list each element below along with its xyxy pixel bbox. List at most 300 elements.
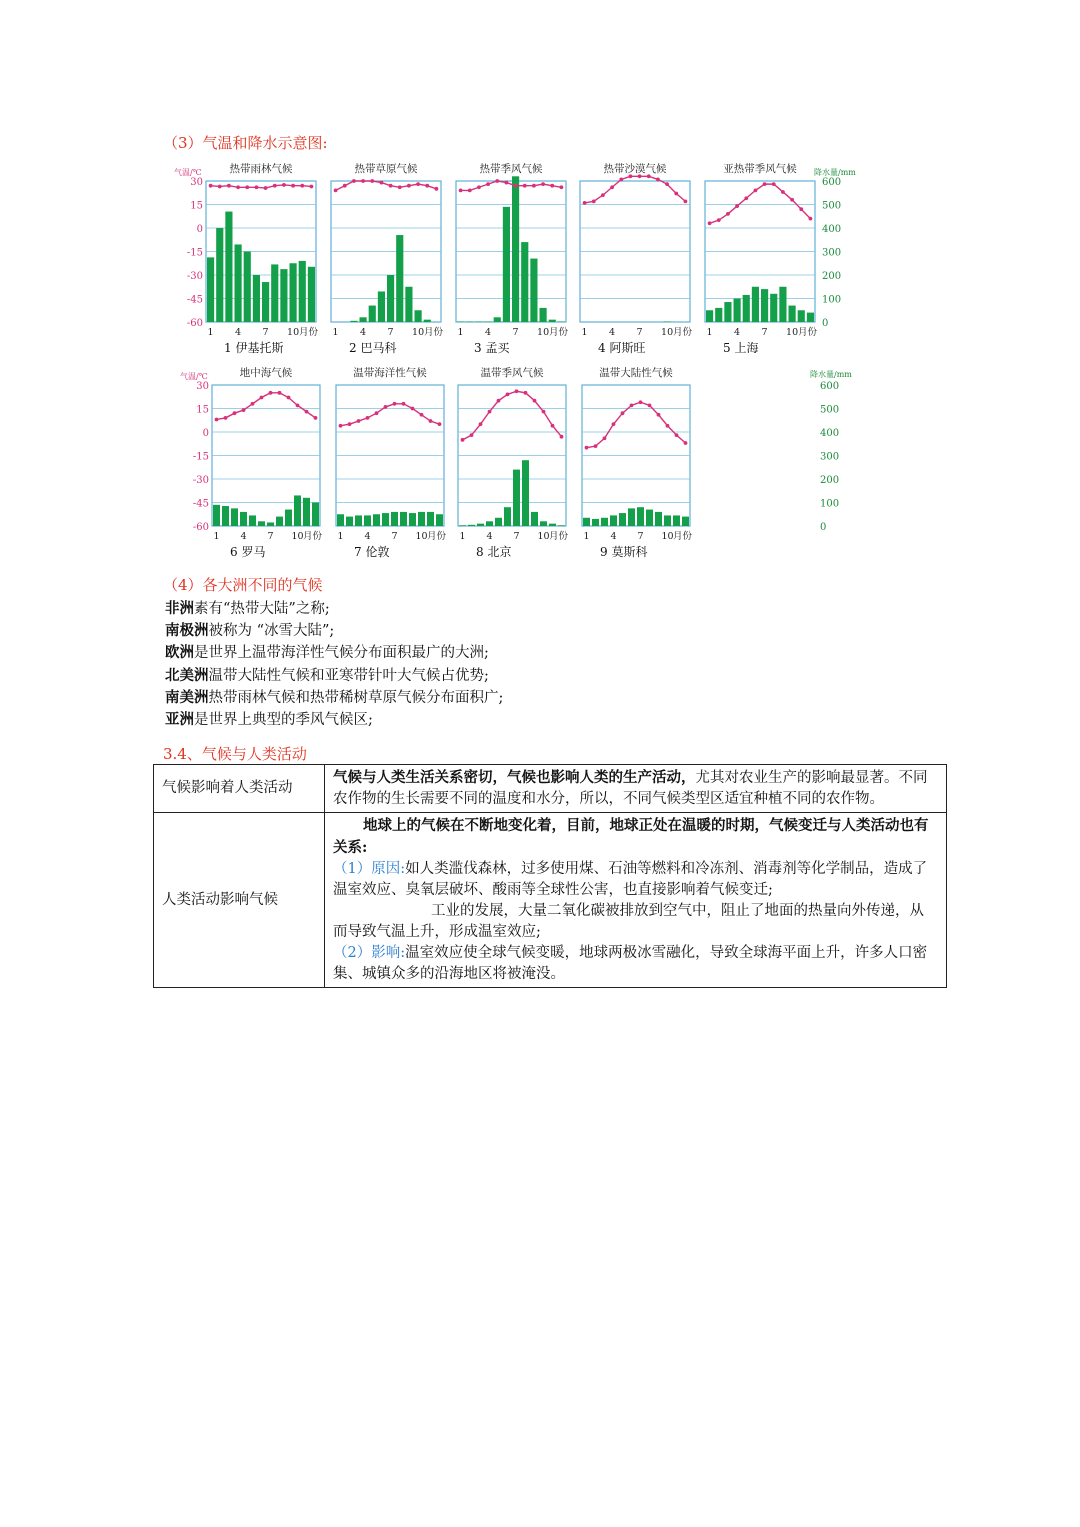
precip-tick: 0 bbox=[820, 522, 827, 533]
month-tick: 7 bbox=[262, 327, 269, 338]
temperature-point bbox=[514, 184, 518, 188]
climate-human-table bbox=[153, 764, 947, 988]
temperature-point bbox=[541, 182, 545, 186]
precip-bar bbox=[418, 512, 425, 526]
precip-bar bbox=[249, 515, 256, 526]
precip-bar bbox=[337, 514, 344, 526]
month-unit: 月份 bbox=[672, 531, 692, 542]
precip-bar bbox=[503, 207, 510, 322]
month-tick: 10 bbox=[537, 327, 550, 338]
temperature-point bbox=[236, 185, 240, 189]
temperature-point bbox=[209, 184, 213, 188]
month-tick: 7 bbox=[267, 531, 274, 542]
table-row bbox=[154, 813, 947, 988]
temperature-point bbox=[375, 411, 379, 415]
month-unit: 月份 bbox=[426, 531, 446, 542]
precip-bar bbox=[346, 517, 353, 526]
temp-tick: -45 bbox=[192, 498, 209, 510]
temp-tick: 0 bbox=[202, 428, 209, 439]
precip-bar bbox=[303, 498, 310, 526]
temperature-point bbox=[459, 189, 463, 193]
precip-bar bbox=[619, 513, 626, 526]
precip-bar bbox=[415, 310, 422, 322]
precip-tick: 0 bbox=[822, 318, 829, 329]
temperature-point bbox=[435, 187, 439, 191]
precip-bar bbox=[378, 291, 385, 322]
temperature-point bbox=[282, 183, 286, 187]
temperature-point bbox=[603, 436, 607, 440]
precip-bar bbox=[628, 508, 635, 526]
temperature-point bbox=[799, 207, 803, 211]
month-tick: 10 bbox=[661, 531, 674, 542]
temperature-point bbox=[227, 184, 231, 188]
month-tick: 10 bbox=[786, 327, 799, 338]
temp-tick: -30 bbox=[192, 475, 209, 486]
temperature-point bbox=[348, 422, 352, 426]
temperature-point bbox=[666, 424, 670, 428]
precip-bar bbox=[360, 317, 367, 322]
continent-list bbox=[165, 598, 503, 731]
temperature-point bbox=[343, 184, 347, 188]
month-tick: 4 bbox=[734, 327, 741, 338]
temperature-point bbox=[610, 185, 614, 189]
temp-tick: -30 bbox=[186, 271, 203, 282]
precip-bar bbox=[400, 512, 407, 526]
precip-bar bbox=[240, 512, 247, 526]
temperature-point bbox=[366, 416, 370, 420]
temperature-point bbox=[470, 433, 474, 437]
precip-tick: 500 bbox=[822, 200, 842, 212]
temperature-point bbox=[656, 178, 660, 182]
precip-bar bbox=[216, 228, 223, 322]
chart-title: 温带季风气候 bbox=[480, 367, 544, 379]
temperature-point bbox=[278, 391, 282, 395]
precip-bar bbox=[391, 512, 398, 526]
temperature-point bbox=[296, 403, 300, 407]
temperature-point bbox=[380, 181, 384, 185]
month-tick: 4 bbox=[486, 531, 493, 542]
section34-title: 3.4、气候与人类活动 bbox=[163, 745, 307, 763]
precip-bar bbox=[513, 470, 520, 526]
temperature-point bbox=[233, 411, 237, 415]
temperature-point bbox=[287, 396, 291, 400]
temperature-point bbox=[245, 185, 249, 189]
precip-bar bbox=[387, 275, 394, 322]
temperature-point bbox=[506, 393, 510, 397]
chart-title: 热带沙漠气候 bbox=[603, 163, 667, 175]
precip-bar bbox=[258, 521, 265, 526]
month-tick: 10 bbox=[287, 327, 300, 338]
precip-bar bbox=[405, 287, 412, 322]
section3-title: （3）气温和降水示意图: bbox=[163, 134, 328, 152]
precip-bar bbox=[271, 264, 278, 322]
temperature-point bbox=[357, 419, 361, 423]
precip-bar bbox=[743, 295, 750, 322]
temp-tick: 0 bbox=[196, 224, 203, 235]
precip-bar bbox=[299, 261, 306, 322]
temperature-point bbox=[648, 403, 652, 407]
month-unit: 月份 bbox=[298, 327, 318, 338]
temperature-point bbox=[339, 424, 343, 428]
month-tick: 7 bbox=[761, 327, 768, 338]
row2-key: 人类活动影响气候 bbox=[154, 813, 325, 988]
temperature-point bbox=[790, 198, 794, 202]
temperature-point bbox=[763, 182, 767, 186]
month-tick: 1 bbox=[207, 327, 214, 338]
precip-bar bbox=[549, 524, 556, 526]
temperature-point bbox=[630, 403, 634, 407]
temperature-point bbox=[264, 186, 268, 190]
precip-bar bbox=[504, 507, 511, 526]
temperature-point bbox=[416, 182, 420, 186]
precip-tick: 200 bbox=[820, 475, 840, 486]
precip-bar bbox=[280, 269, 287, 322]
temperature-point bbox=[639, 400, 643, 404]
precip-bar bbox=[355, 515, 362, 526]
temperature-point bbox=[468, 189, 472, 193]
temperature-point bbox=[251, 402, 255, 406]
month-tick: 10 bbox=[661, 327, 674, 338]
precip-bar bbox=[486, 521, 493, 526]
continent-line: 北美洲温带大陆性气候和亚寒带针叶大气候占优势; bbox=[165, 666, 489, 684]
precip-bar bbox=[267, 522, 274, 526]
precip-bar bbox=[531, 512, 538, 526]
temperature-point bbox=[560, 185, 564, 189]
temperature-point bbox=[477, 185, 481, 189]
precip-bar bbox=[225, 212, 232, 322]
temp-axis-label: 气温/℃ bbox=[174, 168, 202, 177]
temperature-point bbox=[260, 396, 264, 400]
precip-bar bbox=[285, 510, 292, 526]
temperature-point bbox=[402, 402, 406, 406]
temperature-point bbox=[438, 422, 442, 426]
temperature-point bbox=[384, 405, 388, 409]
temp-tick: -15 bbox=[192, 451, 209, 463]
precip-bar bbox=[207, 257, 214, 322]
precip-bar bbox=[646, 510, 653, 526]
chart-title: 亚热带季风气候 bbox=[723, 163, 797, 175]
precip-bar bbox=[779, 287, 786, 322]
temperature-point bbox=[495, 179, 499, 183]
temperature-point bbox=[389, 184, 393, 188]
climate-charts bbox=[0, 0, 1080, 570]
temperature-point bbox=[560, 435, 564, 439]
temp-tick: 15 bbox=[190, 200, 203, 212]
temperature-point bbox=[479, 422, 483, 426]
precip-bar bbox=[682, 517, 689, 526]
precip-bar bbox=[409, 513, 416, 526]
precip-bar bbox=[761, 289, 768, 322]
city-label: 5 上海 bbox=[723, 341, 759, 355]
month-tick: 1 bbox=[459, 531, 466, 542]
chart-title: 温带海洋性气候 bbox=[353, 367, 427, 379]
temperature-point bbox=[218, 185, 222, 189]
temperature-point bbox=[612, 422, 616, 426]
month-unit: 月份 bbox=[797, 327, 817, 338]
precip-axis-label: 降水量/mm bbox=[814, 168, 856, 177]
precip-axis-label: 降水量/mm bbox=[810, 370, 852, 379]
temperature-point bbox=[665, 182, 669, 186]
temperature-point bbox=[505, 181, 509, 185]
precip-bar bbox=[807, 313, 814, 322]
month-tick: 1 bbox=[457, 327, 464, 338]
temperature-point bbox=[361, 179, 365, 183]
continent-line: 欧洲是世界上温带海洋性气候分布面积最广的大洲; bbox=[165, 644, 489, 662]
month-tick: 10 bbox=[537, 531, 550, 542]
month-tick: 1 bbox=[213, 531, 220, 542]
precip-bar bbox=[222, 506, 229, 526]
month-tick: 7 bbox=[391, 531, 398, 542]
month-tick: 1 bbox=[337, 531, 344, 542]
temperature-point bbox=[592, 199, 596, 203]
temperature-point bbox=[352, 179, 356, 183]
city-label: 1 伊基托斯 bbox=[224, 341, 284, 355]
temp-tick: -60 bbox=[186, 318, 203, 329]
temperature-point bbox=[735, 204, 739, 208]
precip-bar bbox=[495, 518, 502, 526]
temp-tick: 15 bbox=[196, 404, 209, 416]
precip-bar bbox=[459, 525, 466, 526]
temperature-point bbox=[619, 178, 623, 182]
temperature-point bbox=[542, 410, 546, 414]
month-tick: 10 bbox=[412, 327, 425, 338]
temperature-point bbox=[370, 179, 374, 183]
precip-bar bbox=[477, 524, 484, 526]
precip-bar bbox=[369, 306, 376, 322]
temperature-point bbox=[425, 184, 429, 188]
precip-bar bbox=[424, 320, 431, 322]
city-label: 2 巴马科 bbox=[349, 341, 397, 355]
precip-bar bbox=[706, 310, 713, 322]
month-tick: 4 bbox=[240, 531, 247, 542]
precip-bar bbox=[253, 275, 260, 322]
temperature-point bbox=[497, 399, 501, 403]
temperature-point bbox=[594, 444, 598, 448]
month-unit: 月份 bbox=[672, 327, 692, 338]
temperature-point bbox=[583, 201, 587, 205]
temperature-point bbox=[291, 184, 295, 188]
temperature-point bbox=[674, 192, 678, 196]
temperature-point bbox=[310, 185, 314, 189]
temperature-point bbox=[305, 410, 309, 414]
temperature-point bbox=[411, 407, 415, 411]
precip-bar bbox=[373, 514, 380, 526]
chart-title: 热带季风气候 bbox=[479, 163, 543, 175]
temperature-point bbox=[550, 184, 554, 188]
temperature-point bbox=[420, 413, 424, 417]
temperature-point bbox=[242, 408, 246, 412]
precip-bar bbox=[312, 503, 319, 527]
precip-bar bbox=[521, 242, 528, 322]
temperature-point bbox=[515, 389, 519, 393]
month-tick: 7 bbox=[512, 327, 519, 338]
month-tick: 7 bbox=[637, 531, 644, 542]
precip-bar bbox=[655, 512, 662, 526]
temp-axis-label: 气温/℃ bbox=[180, 372, 208, 381]
precip-bar bbox=[290, 263, 297, 322]
precip-bar bbox=[540, 308, 547, 322]
precip-tick: 400 bbox=[822, 224, 842, 235]
row1-key: 气候影响着人类活动 bbox=[154, 765, 325, 813]
month-tick: 4 bbox=[485, 327, 492, 338]
temperature-point bbox=[314, 416, 318, 420]
temperature-point bbox=[744, 196, 748, 200]
precip-tick: 500 bbox=[820, 404, 840, 416]
precip-tick: 600 bbox=[820, 381, 840, 392]
temperature-point bbox=[255, 185, 259, 189]
precip-bar bbox=[637, 507, 644, 526]
precip-bar bbox=[262, 282, 269, 322]
temperature-point bbox=[809, 217, 813, 221]
temperature-point bbox=[708, 221, 712, 225]
precip-bar bbox=[540, 521, 547, 526]
temperature-point bbox=[398, 185, 402, 189]
precip-bar bbox=[396, 235, 403, 322]
precip-bar bbox=[364, 515, 371, 526]
city-label: 7 伦敦 bbox=[354, 545, 390, 559]
temperature-point bbox=[684, 441, 688, 445]
table-row bbox=[154, 765, 947, 813]
temperature-point bbox=[334, 189, 338, 193]
temperature-point bbox=[461, 438, 465, 442]
precip-bar bbox=[244, 252, 251, 323]
precip-tick: 300 bbox=[822, 247, 842, 259]
precip-bar bbox=[770, 294, 777, 322]
month-tick: 10 bbox=[291, 531, 304, 542]
month-tick: 4 bbox=[360, 327, 367, 338]
temperature-point bbox=[717, 218, 721, 222]
precip-tick: 600 bbox=[822, 177, 842, 188]
month-tick: 4 bbox=[364, 531, 371, 542]
temperature-point bbox=[551, 424, 555, 428]
precip-bar bbox=[789, 306, 796, 322]
precip-bar bbox=[530, 259, 537, 322]
temperature-point bbox=[684, 199, 688, 203]
temperature-point bbox=[772, 182, 776, 186]
chart-title: 热带草原气候 bbox=[354, 163, 418, 175]
temperature-point bbox=[532, 184, 536, 188]
month-tick: 7 bbox=[513, 531, 520, 542]
precip-tick: 100 bbox=[822, 294, 842, 306]
precip-bar bbox=[382, 513, 389, 526]
precip-bar bbox=[664, 515, 671, 526]
city-label: 6 罗马 bbox=[230, 545, 266, 559]
temperature-point bbox=[781, 190, 785, 194]
temperature-point bbox=[726, 212, 730, 216]
temperature-point bbox=[393, 402, 397, 406]
month-tick: 7 bbox=[387, 327, 394, 338]
month-tick: 10 bbox=[415, 531, 428, 542]
precip-bar bbox=[798, 310, 805, 322]
precip-bar bbox=[734, 299, 741, 323]
temperature-point bbox=[601, 193, 605, 197]
month-tick: 1 bbox=[581, 327, 588, 338]
month-unit: 月份 bbox=[423, 327, 443, 338]
temperature-point bbox=[488, 410, 492, 414]
precip-bar bbox=[583, 518, 590, 526]
precip-bar bbox=[468, 525, 475, 526]
precip-bar bbox=[294, 495, 301, 526]
precip-bar bbox=[213, 505, 220, 526]
temperature-point bbox=[407, 184, 411, 188]
continent-line: 亚洲是世界上典型的季风气候区; bbox=[165, 711, 373, 729]
continent-line: 南极洲被称为 “冰雪大陆”; bbox=[165, 622, 335, 640]
temperature-point bbox=[585, 446, 589, 450]
precip-bar bbox=[350, 321, 357, 322]
temperature-point bbox=[523, 184, 527, 188]
temperature-point bbox=[621, 411, 625, 415]
precip-tick: 200 bbox=[822, 271, 842, 282]
precip-tick: 400 bbox=[820, 428, 840, 439]
month-tick: 4 bbox=[235, 327, 242, 338]
temp-tick: -60 bbox=[192, 522, 209, 533]
precip-bar bbox=[231, 508, 238, 526]
temperature-point bbox=[273, 184, 277, 188]
precip-bar bbox=[715, 308, 722, 322]
month-tick: 1 bbox=[332, 327, 339, 338]
precip-bar bbox=[276, 517, 283, 526]
precip-bar bbox=[558, 525, 565, 526]
city-label: 4 阿斯旺 bbox=[598, 341, 646, 355]
precip-bar bbox=[549, 320, 556, 322]
temperature-point bbox=[533, 399, 537, 403]
temperature-point bbox=[215, 418, 219, 422]
temperature-point bbox=[300, 184, 304, 188]
chart-title: 地中海气候 bbox=[239, 367, 293, 379]
precip-bar bbox=[601, 518, 608, 526]
temperature-point bbox=[486, 182, 490, 186]
row1-content: 气候与人类生活关系密切，气候也影响人类的生产活动，尤其对农业生产的影响最显著。不同农作物的生长需要不同的温度和水分，所以，不同气候类型区适宜种植不同的农作物。 bbox=[325, 765, 947, 813]
city-label: 3 孟买 bbox=[474, 341, 510, 355]
chart-title: 温带大陆性气候 bbox=[599, 367, 673, 379]
month-tick: 7 bbox=[636, 327, 643, 338]
precip-bar bbox=[436, 514, 443, 526]
city-label: 8 北京 bbox=[476, 545, 512, 559]
precip-tick: 300 bbox=[820, 451, 840, 463]
temperature-point bbox=[269, 391, 273, 395]
temperature-point bbox=[675, 433, 679, 437]
precip-bar bbox=[724, 302, 731, 322]
continent-line: 非洲素有“热带大陆”之称; bbox=[165, 600, 330, 617]
precip-bar bbox=[752, 287, 759, 322]
month-tick: 4 bbox=[610, 531, 617, 542]
temp-tick: 30 bbox=[196, 381, 209, 392]
precip-bar bbox=[673, 515, 680, 526]
temperature-point bbox=[429, 419, 433, 423]
month-unit: 月份 bbox=[302, 531, 322, 542]
precip-bar bbox=[610, 515, 617, 526]
month-tick: 1 bbox=[706, 327, 713, 338]
month-unit: 月份 bbox=[548, 531, 568, 542]
precip-bar bbox=[512, 176, 519, 322]
month-tick: 1 bbox=[583, 531, 590, 542]
precip-bar bbox=[522, 460, 529, 526]
precip-bar bbox=[308, 267, 315, 322]
chart-title: 热带雨林气候 bbox=[229, 163, 293, 175]
precip-bar bbox=[235, 244, 242, 322]
month-unit: 月份 bbox=[548, 327, 568, 338]
city-label: 9 莫斯科 bbox=[600, 545, 648, 559]
temp-tick: 30 bbox=[190, 177, 203, 188]
temp-tick: -45 bbox=[186, 294, 203, 306]
row2-content: 地球上的气候在不断地变化着，目前，地球正处在温暖的时期，气候变迁与人类活动也有关系: （1）原因:如人类滥伐森林，过多使用煤、石油等燃料和冷冻剂、消毒剂等化学制品，造成了温室效应、臭氧层破坏、酸雨等全球性公害，也直接影响着气候变迁; 工业的发展，大量二氧化碳被排放到空气中，阻止了地面的热量向外传递，从而导致气温上升，形成温室效应; （2）影响:温室效应使全球气候变暖，地球两极冰雪融化，导致全球海平面上升，许多人口密集、城镇众多的沿海地区将被淹没。 bbox=[325, 813, 947, 988]
temperature-point bbox=[524, 391, 528, 395]
section4-title: （4）各大洲不同的气候 bbox=[163, 576, 323, 594]
month-tick: 4 bbox=[609, 327, 616, 338]
precip-bar bbox=[494, 317, 501, 322]
temperature-point bbox=[754, 189, 758, 193]
continent-line: 南美洲热带雨林气候和热带稀树草原气候分布面积广; bbox=[165, 688, 504, 706]
